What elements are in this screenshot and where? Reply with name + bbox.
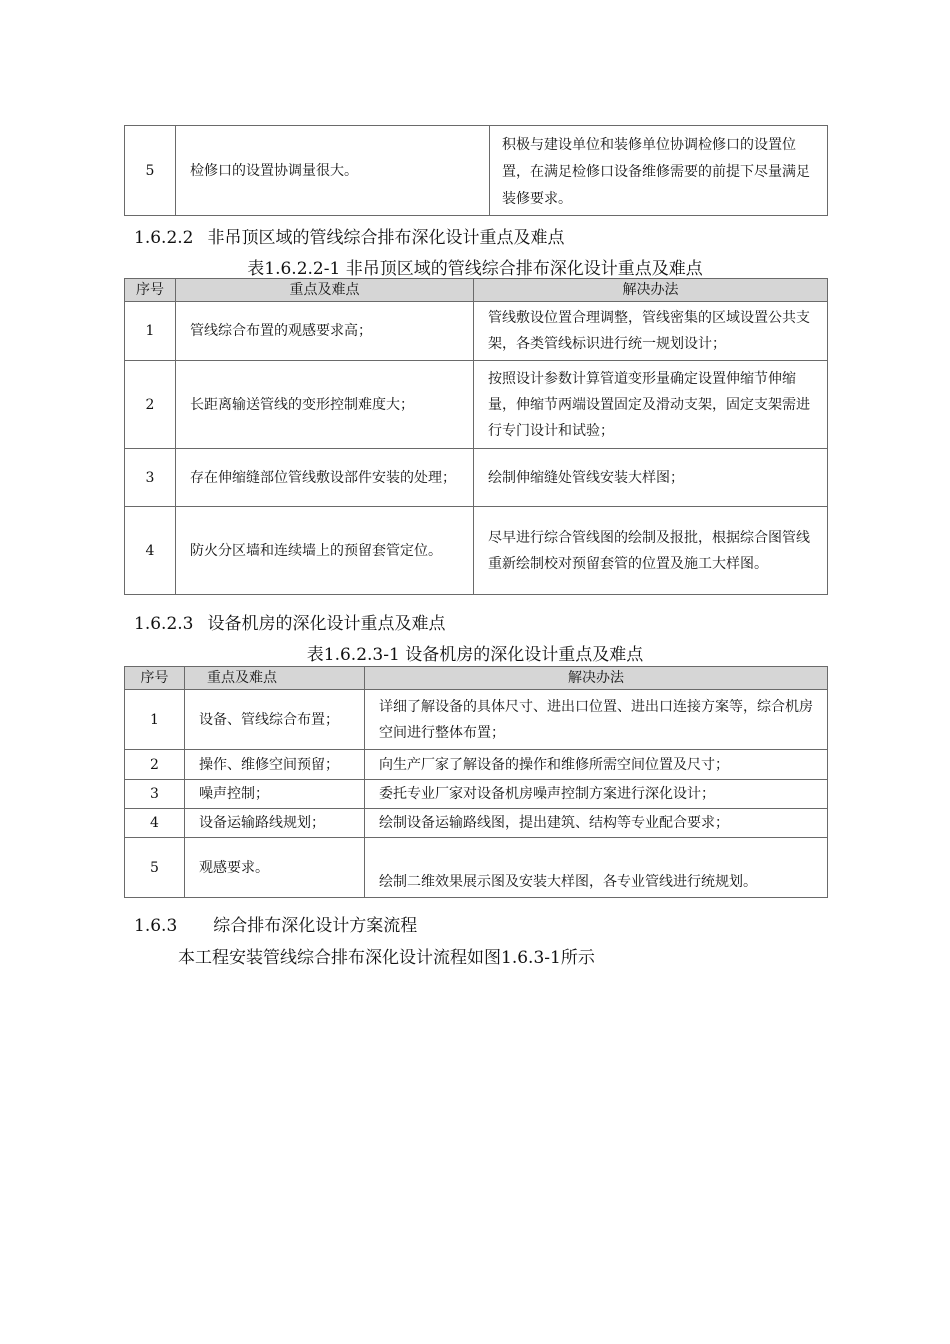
row-issue: 操作、维修空间预留； [185,750,365,780]
table-row [125,449,828,507]
row-solution: 委托专业厂家对设备机房噪声控制方案进行深化设计； [365,780,828,809]
row-number: 3 [125,780,185,809]
table-row [125,690,828,750]
row-issue: 检修口的设置协调量很大。 [176,126,490,216]
table-row [125,750,828,780]
row-issue: 防火分区墙和连续墙上的预留套管定位。 [176,507,474,595]
row-issue: 观感要求。 [185,838,365,898]
section-number: 1.6.3 [134,916,178,936]
row-solution: 积极与建设单位和装修单位协调检修口的设置位置，在满足检修口设备维修需要的前提下尽量满足装修要求。 [490,126,828,216]
header-number: 序号 [125,279,176,302]
row-solution: 向生产厂家了解设备的操作和维修所需空间位置及尺寸； [365,750,828,780]
section-title: 非吊顶区域的管线综合排布深化设计重点及难点 [207,228,565,248]
row-solution: 详细了解设备的具体尺寸、进出口位置、进出口连接方案等，综合机房空间进行整体布置； [365,690,828,750]
row-number: 1 [125,690,185,750]
table-header-row [125,667,828,690]
table-caption-1: 表1.6.2.2-1 非吊顶区域的管线综合排布深化设计重点及难点 [247,259,703,279]
table-continued [124,125,828,216]
row-number: 5 [125,126,176,216]
row-issue: 设备、管线综合布置； [185,690,365,750]
section-heading-1622 [134,223,564,248]
row-solution: 尽早进行综合管线图的绘制及报批，根据综合图管线重新绘制校对预留套管的位置及施工大样图。 [474,507,828,595]
header-number: 序号 [125,667,185,690]
section-heading-163 [134,911,417,936]
row-issue: 管线综合布置的观感要求高； [176,302,474,361]
row-solution: 绘制伸缩缝处管线安装大样图； [474,449,828,507]
body-paragraph: 本工程安装管线综合排布深化设计流程如图1.6.3-1所示 [178,948,595,968]
section-title: 综合排布深化设计方案流程 [213,916,418,936]
row-issue: 设备运输路线规划； [185,809,365,838]
row-number: 1 [125,302,176,361]
row-number: 4 [125,809,185,838]
row-number: 3 [125,449,176,507]
row-number: 2 [125,750,185,780]
header-solution: 解决办法 [365,667,828,690]
table-row [125,361,828,449]
row-issue: 存在伸缩缝部位管线敷设部件安装的处理； [176,449,474,507]
table-non-ceiling [124,278,828,595]
row-solution: 按照设计参数计算管道变形量确定设置伸缩节伸缩量，伸缩节两端设置固定及滑动支架，固定支架需进行专门设计和试验； [474,361,828,449]
table-header-row [125,279,828,302]
table-equipment-room [124,666,828,898]
section-number: 1.6.2.3 [134,614,194,634]
section-heading-1623 [134,609,445,634]
table-row [125,126,828,216]
table-row [125,302,828,361]
row-issue: 噪声控制； [185,780,365,809]
header-issue: 重点及难点 [185,667,365,690]
row-solution: 管线敷设位置合理调整，管线密集的区域设置公共支架，各类管线标识进行统一规划设计； [474,302,828,361]
row-solution: 绘制设备运输路线图，提出建筑、结构等专业配合要求； [365,809,828,838]
header-issue: 重点及难点 [176,279,474,302]
section-number: 1.6.2.2 [134,228,194,248]
table-caption-2: 表1.6.2.3-1 设备机房的深化设计重点及难点 [306,645,644,665]
table-row [125,809,828,838]
row-number: 2 [125,361,176,449]
header-solution: 解决办法 [474,279,828,302]
row-number: 4 [125,507,176,595]
table-row [125,838,828,898]
table-row [125,507,828,595]
section-title: 设备机房的深化设计重点及难点 [207,614,446,634]
row-number: 5 [125,838,185,898]
row-issue: 长距离输送管线的变形控制难度大； [176,361,474,449]
table-row [125,780,828,809]
row-solution: 绘制二维效果展示图及安装大样图，各专业管线进行统规划。 [365,838,828,898]
